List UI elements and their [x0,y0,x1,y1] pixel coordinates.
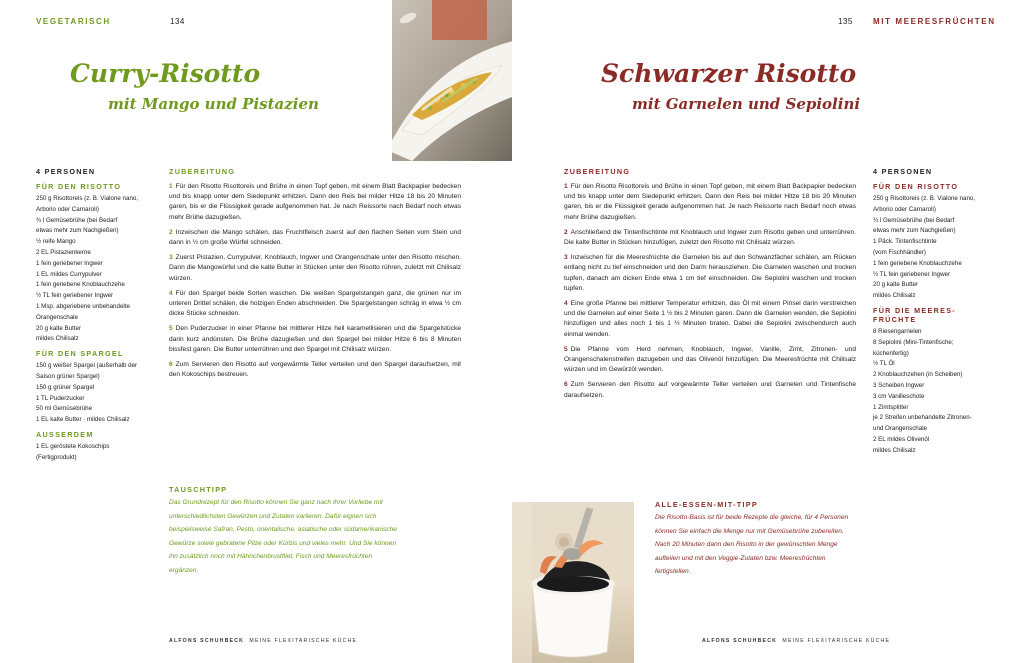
preparation-step [564,182,856,223]
ingredient-item: und Orangenschale [873,425,928,433]
step-text: Zum Servieren den Risotto auf vorgewärmte Teller verteilen und Garnelen und Tintenfische daraufsetzen. [564,381,856,399]
tip-label: TAUSCHTIPP [169,485,228,494]
step-number: 6 [564,381,568,389]
ingredient-item: 250 g Risottoreis (z. B. Vialone nano, [36,195,139,202]
footer-book: MEINE FLEXITARISCHE KÜCHE [249,638,358,644]
ingredient-item: mildes Chilisalz [36,335,79,343]
ingredient-item: 1 fein geriebene Knoblauchzehe [36,281,125,289]
step-text: Für den Risotto Risottoreis und Brühe in einen Topf geben, mit einem Blatt Backpapier bedecken und bis knapp unter dem Siedepunkt erhitzen. Dann den Reis bei milder Hitze 18 bis 20 Minuten garen, bis er die Flüssigkeit gerade aufgenommen hat. Je nach Reissorte nach Bedarf noch etwas mehr Brühe dazugießen. [564,183,856,221]
tip-label-right: ALLE-ESSEN-MIT-TIPP [655,500,758,509]
preparation-step [169,289,461,320]
preparation-step [169,360,461,380]
recipe-title-right: Schwarzer Risotto [601,59,857,88]
black-risotto-photo [512,502,634,663]
ingredient-item: 1 EL mildes Currypulver [36,270,102,278]
tip-text-right: Die Risotto-Basis ist für beide Rezepte die gleiche, für 4 Personen können Sie einfach die Menge nur mit Gemüsebrühe zubereiten. Nach 20 Minuten dann den Risotto in der gewünschten Menge aufteilen und mit den Veggie-Zutaten bzw. Meeresfrüchten fertigstellen. [655,514,849,576]
ingredient-item: 20 g kalte Butter [36,324,82,332]
ingredient-item: Orangenschale [36,313,78,321]
recipe-subtitle-right: mit Garnelen und Sepiolini [632,95,861,113]
ingredient-item: 1 Päck. Tintenfischtinte [873,238,937,246]
step-number: 4 [169,289,173,297]
preparation-step [169,253,461,284]
step-text: Den Puderzucker in einer Pfanne bei mittlerer Hitze hell karamellisieren und die Spargelstücke darin kurz andünsten. Die Brühe dazugießen und den Spargel bei milder Hitze 6 bis 8 Minuten bissfest garen. Die Butter unterrühren und den Spargel mit Chilisalz würzen. [169,325,461,353]
step-text: Für den Risotto Risottoreis und Brühe in einen Topf geben, mit einem Blatt Backpapier bedecken und bis knapp unter dem Siedepunkt erhitzen. Dann den Reis bei milder Hitze 18 bis 20 Minuten garen, bis er die Flüssigkeit gerade aufgenommen hat. Je nach Reissorte nach Bedarf noch etwas mehr Brühe dazugießen. [169,183,461,221]
preparation-column-left [169,167,461,385]
ingredient-item: ½ TL Öl [873,360,895,368]
tip-text: Das Grundrezept für den Risotto können Sie ganz nach Ihrer Vorliebe mit unterschiedlichsten Gewürzen und Zutaten variieren. Dafür eignen sich beispielsweise Safran, Pesto, orientalische, asiatische oder südamerikanische Gewürze sowie gebratene Pilze oder Kürbis und vieles mehr. Und Sie können ihn zusätzlich noch mit Hähnchenbrustfilet, Fisch und Meeresfrüchten ergänzen. [169,499,397,574]
ingredient-item: 1 EL geröstete Kokoschips [36,442,110,450]
ingredient-item: ½ reife Mango [36,238,76,246]
ingredient-item: 3 Scheiben Ingwer [873,381,925,389]
preparation-step [564,380,856,400]
ingredient-item: je 2 Streifen unbehandelte Zitronen- [873,414,972,422]
step-number: 6 [169,361,173,369]
step-number: 1 [564,183,568,190]
servings-label: 4 PERSONEN [36,167,96,176]
ingredient-item: 3 cm Vanilleschote [873,392,925,400]
ingredient-item: Saison grüner Spargel) [36,372,100,380]
ingredient-item: etwas mehr zum Nachgießen) [36,227,119,235]
ingredient-item: 50 ml Gemüsebrühe [36,405,93,413]
step-text: Eine große Pfanne bei mittlerer Temperatur erhitzen, das Öl mit einem Pinsel darin verstreichen und die Garnelen auf einer Seite 1 ½ bis 2 Minuten garen. Dann die Garnelen wenden, die Sepiolini hinzufügen und alles noch 1 bis 1 ½ Minuten braten. Dabei die Sepiolini zwischendurch auch einmal wenden. [564,300,856,338]
ingredient-group-label: FÜR DEN SPARGEL [36,349,124,359]
footer-right [702,638,890,644]
ingredient-item: 8 Sepiolini (Mini-Tintenfische; [873,338,954,346]
footer-author: ALFONS SCHUHBECK [169,638,245,644]
step-number: 2 [564,228,568,236]
step-text: Anschließend die Tintenfischtinte mit Knoblauch und Ingwer zum Risotto geben und unterrühren. Die kalte Butter in Stücken hinzufügen, zuletzt den Risotto mit Chilisalz würzen. [564,228,856,247]
ingredient-item: 20 g kalte Butter [873,281,919,289]
step-text: Die Pfanne vom Herd nehmen, Knoblauch, Ingwer, Vanille, Zimt, Zitronen- und Orangenschalenstreifen dazugeben und das Olivenöl hinzufügen. Die Meeresfrüchte mit Chilisalz würzen und im Gewürzöl wenden. [564,345,856,374]
preparation-step [564,345,856,376]
footer-book-right: MEINE FLEXITARISCHE KÜCHE [782,638,891,644]
step-number: 5 [564,345,568,353]
ingredients-column-left [36,167,156,464]
ingredient-item: 1 TL Puderzucker [36,394,85,402]
ingredient-item: 1 EL kalte Butter · mildes Chilisalz [36,416,130,424]
ingredient-group-label: FÜR DEN RISOTTO [36,182,122,191]
page-number-left: 134 [170,17,185,26]
recipe-subtitle-left: mit Mango und Pistazien [108,95,319,113]
ingredient-item: mildes Chilisalz [873,446,916,454]
ingredient-item: 150 g weißer Spargel (außerhalb der [36,362,138,370]
tip-box-left [169,485,401,578]
step-number: 3 [169,254,173,262]
preparation-step [169,182,461,223]
step-text: Inzwischen für die Meeresfrüchte die Garnelen bis auf den Schwanzfächer schälen, am Rücken entlang nicht zu tief einschneiden und den Darm herausziehen. Die Garnelen waschen und trocken tupfen, danach am dicken Ende etwa 1 cm tief einschneiden. Die Sepiolini waschen und trocken tupfen. [564,254,856,292]
ingredient-item: ½ TL fein geriebener Ingwer [873,270,951,278]
ingredient-item: 150 g grüner Spargel [36,383,95,391]
ingredient-item: mildes Chilisalz [873,292,916,300]
page-number-right: 135 [838,17,853,26]
ingredient-item: 2 EL mildes Olivenöl [873,435,930,443]
ingredient-item: ¾ l Gemüsebrühe (bei Bedarf [36,216,118,224]
preparation-step [169,324,461,355]
ingredient-item: 1 fein geriebene Knoblauchzehe [873,259,962,267]
ingredients-column-right [873,167,998,457]
footer-left [169,638,357,644]
ingredient-item: 1 Zimtsplitter [873,403,909,411]
ingredient-item: (vom Fischhändler) [873,248,926,256]
ingredient-item: 250 g Risottoreis (z. B. Vialone nano, [873,195,976,202]
preparation-step [564,299,856,340]
step-number: 4 [564,300,568,308]
preparation-step [564,253,856,294]
ingredient-item: etwas mehr zum Nachgießen) [873,227,956,235]
step-text: Zuerst Pistazien, Currypulver, Knoblauch, Ingwer und Orangenschale unter den Risotto mischen. Dann die Mangowürfel und die kalte Butter in Stücken unter den Risotto rühren, zuletzt mit Chilisalz würzen. [169,254,461,282]
preparation-label: ZUBEREITUNG [169,167,236,176]
step-number: 3 [564,254,568,262]
ingredient-item: 8 Riesengarnelen [873,327,922,335]
section-header-left: VEGETARISCH [36,17,111,26]
step-number: 5 [169,325,173,333]
ingredient-item: ½ TL fein geriebener Ingwer [36,292,114,300]
footer-author-right: ALFONS SCHUHBECK [702,638,778,644]
preparation-step [564,228,856,248]
preparation-label-right: ZUBEREITUNG [564,167,631,176]
curry-risotto-photo [392,0,512,161]
preparation-column-right [564,167,856,406]
ingredient-item: Arborio oder Carnaroli) [36,205,99,213]
ingredient-item: 1 fein geriebener Ingwer [36,259,103,267]
ingredient-group-label: FÜR DIE MEERES- FRÜCHTE [873,305,956,324]
ingredient-group-label: AUSSERDEM [36,429,94,439]
ingredient-group-label: FÜR DEN RISOTTO [873,182,959,191]
ingredient-item: 2 EL Pistazienkerne [36,248,91,256]
ingredient-item: (Fertigprodukt) [36,453,77,461]
step-text: Zum Servieren den Risotto auf vorgewärmte Teller verteilen und den Spargel daraufsetzen, mit den Kokoschips bestreuen. [169,361,461,379]
ingredient-item: küchenfertig) [873,349,909,357]
ingredient-item: ¾ l Gemüsebrühe (bei Bedarf [873,216,955,224]
preparation-step [169,228,461,248]
step-text: Inzwischen die Mango schälen, das Fruchtfleisch zuerst auf den flachen Seiten vom Stein und dann in ½ cm große Würfel schneiden. [169,228,461,247]
step-number: 1 [169,183,173,190]
ingredient-item: 2 Knoblauchzehen (in Scheiben) [873,371,963,379]
step-number: 2 [169,228,173,236]
servings-label-right: 4 PERSONEN [873,167,933,176]
ingredient-item: 1 Msp. abgeriebene unbehandelte [36,302,130,310]
recipe-title-left: Curry-Risotto [70,59,261,88]
tip-box-right [655,500,860,579]
step-text: Für den Spargel beide Sorten waschen. Die weißen Spargelstangen ganz, die grünen nur im unteren Drittel schälen, die holzigen Enden abschneiden. Die Spargelstangen schräg in etwa ½ cm dicke Stücke schneiden. [169,289,461,318]
section-header-right: MIT MEERESFRÜCHTEN [873,17,996,26]
ingredient-item: Arborio oder Carnaroli) [873,205,936,213]
